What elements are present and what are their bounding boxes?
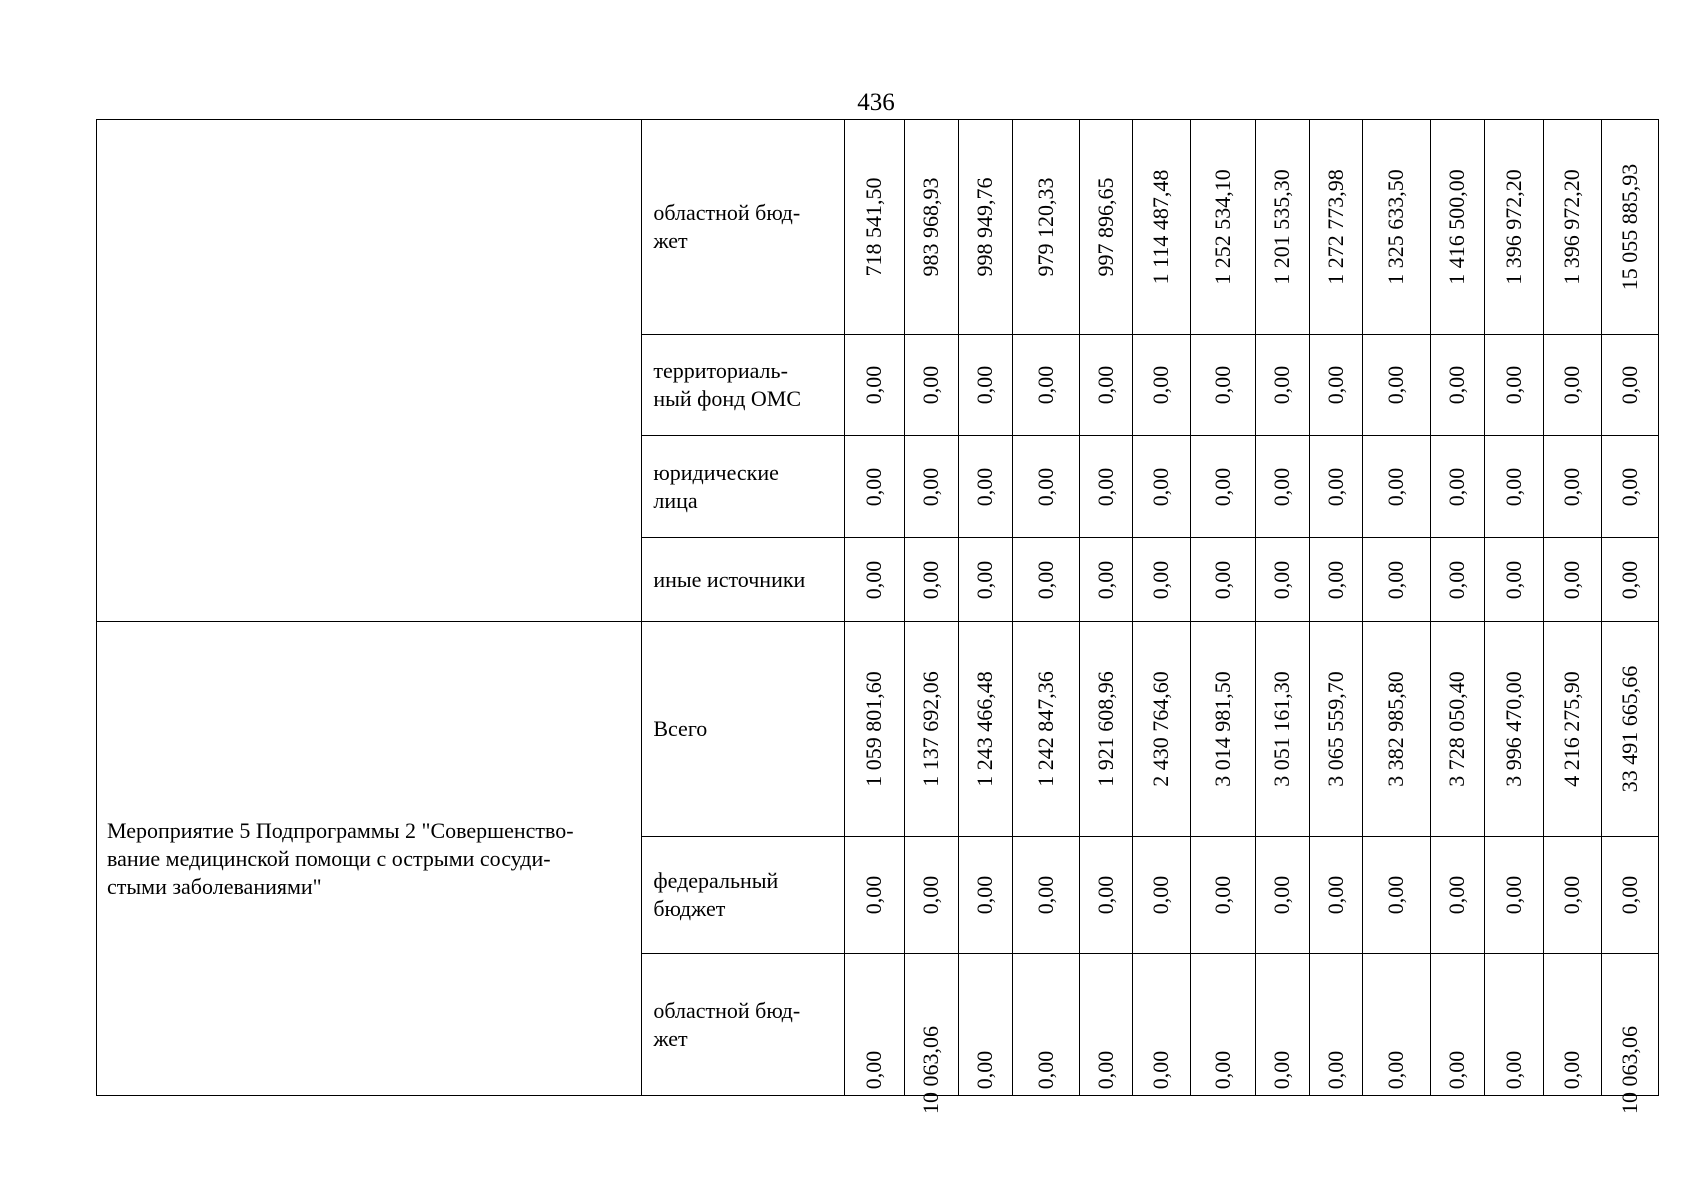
value-cell xyxy=(1190,120,1255,335)
value: 0,00 xyxy=(861,1050,887,1089)
value: 10 063,06 xyxy=(1616,1025,1642,1114)
value-cell xyxy=(1543,436,1601,538)
funding-source-cell xyxy=(642,335,845,436)
value: 1 921 608,96 xyxy=(1092,671,1118,787)
value: 979 120,33 xyxy=(1032,177,1058,277)
value-cell xyxy=(1309,335,1362,436)
value: 0,00 xyxy=(1209,467,1235,506)
value-cell xyxy=(1543,954,1601,1096)
value-cell xyxy=(1362,954,1430,1096)
value: 0,00 xyxy=(1032,467,1058,506)
value-cell xyxy=(1543,120,1601,335)
value-cell xyxy=(1543,538,1601,622)
value-cell xyxy=(1190,335,1255,436)
value-cell xyxy=(1079,954,1132,1096)
value: 0,00 xyxy=(1322,1050,1348,1089)
value-cell xyxy=(1255,837,1309,954)
value: 0,00 xyxy=(861,365,887,405)
value: 0,00 xyxy=(1559,1050,1585,1089)
value-cell xyxy=(904,622,958,837)
value-cell xyxy=(1309,622,1362,837)
value-cell xyxy=(904,538,958,622)
value: 0,00 xyxy=(972,365,998,405)
value: 0,00 xyxy=(1148,875,1174,915)
value-cell xyxy=(1430,954,1484,1096)
value: 15 055 885,93 xyxy=(1616,163,1642,291)
funding-source: областной бюд- жет xyxy=(653,997,801,1051)
value: 0,00 xyxy=(1148,467,1174,506)
value-cell xyxy=(1309,436,1362,538)
value-cell xyxy=(958,436,1012,538)
value-cell xyxy=(1601,954,1658,1114)
value-cell xyxy=(1362,622,1430,837)
value-cell xyxy=(1012,837,1079,954)
value: 1 325 633,50 xyxy=(1383,169,1409,285)
value-cell xyxy=(845,436,904,538)
value: 0,00 xyxy=(1269,875,1295,915)
value-cell xyxy=(904,120,958,335)
value-cell xyxy=(1362,837,1430,954)
value: 3 065 559,70 xyxy=(1322,671,1348,787)
value-cell xyxy=(1132,335,1190,436)
value: 0,00 xyxy=(1500,560,1526,599)
value: 998 949,76 xyxy=(972,177,998,277)
funding-source: федеральный бюджет xyxy=(653,868,779,921)
value-cell xyxy=(1309,837,1362,954)
value: 0,00 xyxy=(861,560,887,599)
value-cell xyxy=(845,538,904,622)
funding-source-cell xyxy=(642,538,845,622)
measure-name-cell xyxy=(97,120,642,622)
value: 0,00 xyxy=(1444,560,1470,599)
value-cell xyxy=(1012,538,1079,622)
value-cell xyxy=(1543,622,1601,837)
value: 1 272 773,98 xyxy=(1322,169,1348,285)
value: 0,00 xyxy=(1269,560,1295,599)
value: 0,00 xyxy=(1500,467,1526,506)
value-cell xyxy=(1362,436,1430,538)
value-cell xyxy=(1255,335,1309,436)
value-cell xyxy=(845,335,904,436)
value: 0,00 xyxy=(1383,365,1409,405)
value: 0,00 xyxy=(1559,467,1585,506)
value: 1 137 692,06 xyxy=(918,671,944,787)
value: 3 382 985,80 xyxy=(1383,671,1409,787)
measure-name-cell xyxy=(97,622,642,1096)
value-cell xyxy=(958,538,1012,622)
value-cell xyxy=(1543,335,1601,436)
page-number: 436 xyxy=(857,89,895,116)
value: 0,00 xyxy=(1383,560,1409,599)
value-cell xyxy=(1079,335,1132,436)
value: 3 996 470,00 xyxy=(1500,671,1526,787)
value: 0,00 xyxy=(1616,467,1642,506)
value: 1 114 487,48 xyxy=(1148,169,1174,285)
value-cell xyxy=(1484,120,1543,335)
value: 0,00 xyxy=(1559,875,1585,915)
table-row xyxy=(97,622,1659,837)
value-cell xyxy=(1601,538,1658,622)
value-cell xyxy=(1190,538,1255,622)
value: 0,00 xyxy=(918,365,944,405)
value-cell xyxy=(1430,622,1484,837)
value-cell xyxy=(1079,436,1132,538)
value-cell xyxy=(904,837,958,954)
value: 0,00 xyxy=(861,875,887,915)
value: 1 242 847,36 xyxy=(1032,671,1058,787)
value-cell xyxy=(1601,837,1658,954)
value: 4 216 275,90 xyxy=(1559,671,1585,787)
value-cell xyxy=(958,335,1012,436)
value: 0,00 xyxy=(1092,467,1118,506)
value-cell xyxy=(1430,436,1484,538)
value: 0,00 xyxy=(1092,365,1118,405)
value-cell xyxy=(1255,622,1309,837)
value: 0,00 xyxy=(1092,560,1118,599)
value-cell xyxy=(1255,954,1309,1096)
value-cell xyxy=(1484,837,1543,954)
funding-source-cell xyxy=(642,120,845,335)
value-cell xyxy=(1079,622,1132,837)
value: 0,00 xyxy=(1444,467,1470,506)
value-cell xyxy=(1012,120,1079,335)
value-cell xyxy=(1190,436,1255,538)
value: 0,00 xyxy=(1148,365,1174,405)
value: 0,00 xyxy=(1269,1050,1295,1089)
value: 0,00 xyxy=(1209,560,1235,599)
value: 0,00 xyxy=(972,1050,998,1089)
value-cell xyxy=(1601,436,1658,538)
value-cell xyxy=(958,120,1012,335)
value: 0,00 xyxy=(1559,560,1585,599)
value: 1 201 535,30 xyxy=(1269,169,1295,285)
value: 3 051 161,30 xyxy=(1269,671,1295,787)
value: 0,00 xyxy=(1032,1050,1058,1089)
value: 1 252 534,10 xyxy=(1209,169,1235,285)
funding-table xyxy=(96,119,1659,1114)
value: 0,00 xyxy=(1383,875,1409,915)
table-row xyxy=(97,120,1659,335)
value: 0,00 xyxy=(1500,1050,1526,1089)
value-cell xyxy=(1190,622,1255,837)
value-cell xyxy=(1132,622,1190,837)
value: 997 896,65 xyxy=(1092,177,1118,277)
value-cell xyxy=(1132,837,1190,954)
value: 2 430 764,60 xyxy=(1148,671,1174,787)
value-cell xyxy=(1079,120,1132,335)
value: 1 396 972,20 xyxy=(1559,169,1585,285)
value-cell xyxy=(1543,837,1601,954)
value: 0,00 xyxy=(1322,560,1348,599)
value: 0,00 xyxy=(1092,875,1118,915)
value-cell xyxy=(1255,120,1309,335)
value-cell xyxy=(1012,622,1079,837)
value-cell xyxy=(1309,538,1362,622)
value: 1 243 466,48 xyxy=(972,671,998,787)
value: 0,00 xyxy=(1032,560,1058,599)
value-cell xyxy=(1484,436,1543,538)
value: 1 416 500,00 xyxy=(1444,169,1470,285)
value: 0,00 xyxy=(1616,365,1642,405)
funding-source: областной бюд- жет xyxy=(653,200,801,253)
value-cell xyxy=(904,335,958,436)
value-cell xyxy=(1012,335,1079,436)
value: 0,00 xyxy=(972,875,998,915)
value-cell xyxy=(845,954,904,1096)
value: 0,00 xyxy=(1383,1050,1409,1089)
value-cell xyxy=(1362,120,1430,335)
value: 0,00 xyxy=(1032,875,1058,915)
value-cell xyxy=(1484,954,1543,1096)
value-cell xyxy=(1190,837,1255,954)
value-cell xyxy=(1309,954,1362,1096)
value: 0,00 xyxy=(1322,467,1348,506)
value: 3 014 981,50 xyxy=(1209,671,1235,787)
value-cell xyxy=(958,954,1012,1096)
value-cell xyxy=(1362,538,1430,622)
measure-name: Мероприятие 5 Подпрограммы 2 "Совершенство- вание медицинской помощи с острыми сосуди- стыми заболеваниями" xyxy=(107,817,574,899)
value: 33 491 665,66 xyxy=(1616,665,1642,793)
value: 0,00 xyxy=(1444,1050,1470,1089)
value: 0,00 xyxy=(1269,365,1295,405)
value-cell xyxy=(1430,335,1484,436)
value: 0,00 xyxy=(1322,365,1348,405)
value-cell xyxy=(904,436,958,538)
value-cell xyxy=(1132,120,1190,335)
value: 1 396 972,20 xyxy=(1500,169,1526,285)
value: 0,00 xyxy=(1500,875,1526,915)
value: 0,00 xyxy=(1209,875,1235,915)
value-cell xyxy=(1012,436,1079,538)
funding-source-cell xyxy=(642,622,845,837)
funding-source-cell xyxy=(642,954,845,1096)
value-cell xyxy=(1079,538,1132,622)
value: 718 541,50 xyxy=(861,177,887,277)
value-cell xyxy=(1484,538,1543,622)
value-cell xyxy=(845,120,904,335)
value: 0,00 xyxy=(1209,365,1235,405)
value-cell xyxy=(1132,954,1190,1096)
value: 0,00 xyxy=(918,467,944,506)
funding-source: юридические лица xyxy=(653,459,779,513)
value-cell xyxy=(1190,954,1255,1096)
value-cell xyxy=(1255,538,1309,622)
value-cell xyxy=(1601,120,1658,335)
value: 0,00 xyxy=(1148,1050,1174,1089)
value: 3 728 050,40 xyxy=(1444,671,1470,787)
value: 0,00 xyxy=(1322,875,1348,915)
funding-source: иные источники xyxy=(653,566,806,592)
value: 0,00 xyxy=(918,875,944,915)
value-cell xyxy=(1430,837,1484,954)
value-cell xyxy=(1255,436,1309,538)
value: 0,00 xyxy=(1444,875,1470,915)
value: 0,00 xyxy=(972,467,998,506)
value: 0,00 xyxy=(1383,467,1409,506)
value-cell xyxy=(958,622,1012,837)
value: 0,00 xyxy=(1269,467,1295,506)
value-cell xyxy=(1012,954,1079,1096)
funding-source-cell xyxy=(642,436,845,538)
value-cell xyxy=(1132,538,1190,622)
value-cell xyxy=(1309,120,1362,335)
value: 983 968,93 xyxy=(918,177,944,277)
value: 0,00 xyxy=(1500,365,1526,405)
funding-source: Всего xyxy=(653,716,708,741)
value: 0,00 xyxy=(972,560,998,599)
value-cell xyxy=(1484,622,1543,837)
value-cell xyxy=(1430,538,1484,622)
value: 0,00 xyxy=(1616,875,1642,915)
value-cell xyxy=(1601,335,1658,436)
value-cell xyxy=(1132,436,1190,538)
value: 0,00 xyxy=(1616,560,1642,599)
value: 0,00 xyxy=(1209,1050,1235,1089)
value: 0,00 xyxy=(1092,1050,1118,1089)
value-cell xyxy=(1430,120,1484,335)
value-cell xyxy=(958,837,1012,954)
value: 0,00 xyxy=(918,560,944,599)
value: 0,00 xyxy=(1148,560,1174,599)
funding-source: территориаль- ный фонд ОМС xyxy=(653,358,802,411)
funding-source-cell xyxy=(642,837,845,954)
value: 10 063,06 xyxy=(918,1025,944,1114)
value: 0,00 xyxy=(861,467,887,506)
value-cell xyxy=(1362,335,1430,436)
value: 0,00 xyxy=(1559,365,1585,405)
value: 0,00 xyxy=(1032,365,1058,405)
value: 0,00 xyxy=(1444,365,1470,405)
value-cell xyxy=(1601,622,1658,837)
value-cell xyxy=(1079,837,1132,954)
value-cell xyxy=(845,837,904,954)
value-cell xyxy=(1484,335,1543,436)
value-cell xyxy=(904,954,958,1114)
value: 1 059 801,60 xyxy=(861,671,887,787)
value-cell xyxy=(845,622,904,837)
